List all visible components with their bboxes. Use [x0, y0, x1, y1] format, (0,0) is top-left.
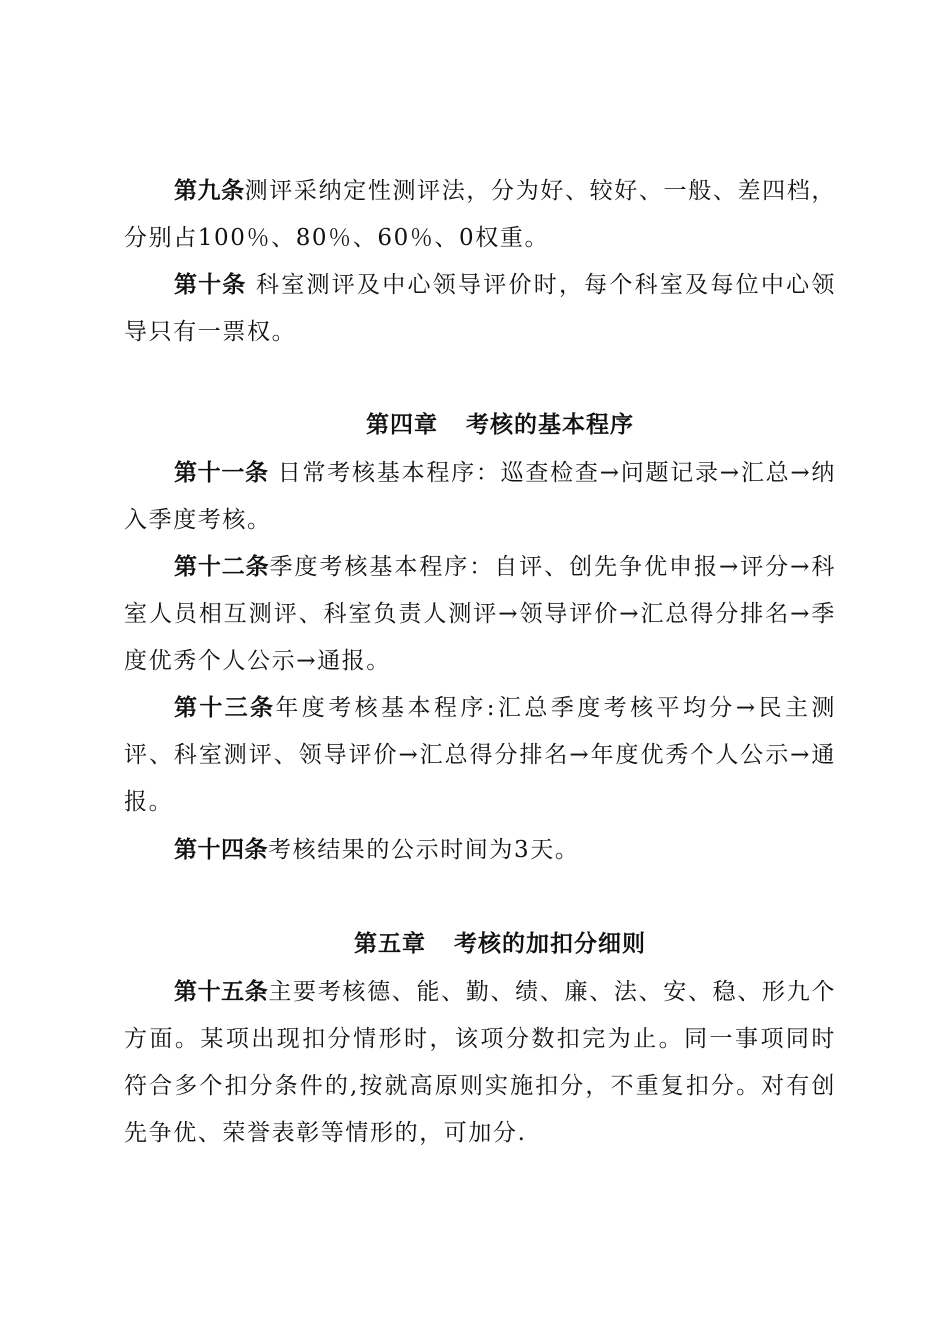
article-13	[124, 685, 836, 826]
article-14-text: 考核结果的公示时间为3天。	[268, 837, 580, 863]
article-14-label: 第十四条	[174, 837, 268, 863]
article-10	[124, 262, 836, 356]
article-10-text: 科室测评及中心领导评价时，每个科室及每位中心领导只有一票权。	[124, 272, 836, 345]
article-9-label: 第九条	[174, 178, 245, 204]
article-13-text: 年度考核基本程序:汇总季度考核平均分→民主测评、科室测评、领导评价→汇总得分排名→年度优秀个人公示→通报。	[124, 695, 836, 815]
chapter-5-title: 考核的加扣分细则	[454, 931, 646, 957]
article-12	[124, 544, 836, 685]
article-14	[124, 827, 836, 874]
article-12-label: 第十二条	[174, 554, 270, 580]
article-11-text: 日常考核基本程序：巡查检查→问题记录→汇总→纳入季度考核。	[124, 460, 837, 533]
article-9	[124, 168, 836, 262]
article-9-text: 测评采纳定性测评法，分为好、较好、一般、差四档，分别占100％、80％、60％、0权重。	[124, 178, 837, 251]
article-12-text: 季度考核基本程序：自评、创先争优申报→评分→科室人员相互测评、科室负责人测评→领导评价→汇总得分排名→季度优秀个人公示→通报。	[124, 554, 837, 674]
chapter-4-title: 考核的基本程序	[466, 412, 634, 438]
chapter-5-number: 第五章	[354, 931, 426, 957]
article-11-label: 第十一条	[174, 460, 269, 486]
article-11	[124, 450, 836, 544]
chapter-4-number: 第四章	[366, 412, 438, 438]
article-15-text: 主要考核德、能、勤、绩、廉、法、安、稳、形九个方面。某项出现扣分情形时，该项分数扣完为止。同一事项同时符合多个扣分条件的,按就高原则实施扣分，不重复扣分。对有创先争优、荣誉表彰等情形的，可加分.	[124, 979, 836, 1146]
article-10-label: 第十条	[174, 272, 247, 298]
article-15	[124, 969, 836, 1157]
chapter-5-heading	[0, 924, 950, 964]
article-13-label: 第十三条	[174, 695, 276, 721]
article-15-label: 第十五条	[174, 979, 269, 1005]
chapter-4-heading	[0, 405, 950, 445]
